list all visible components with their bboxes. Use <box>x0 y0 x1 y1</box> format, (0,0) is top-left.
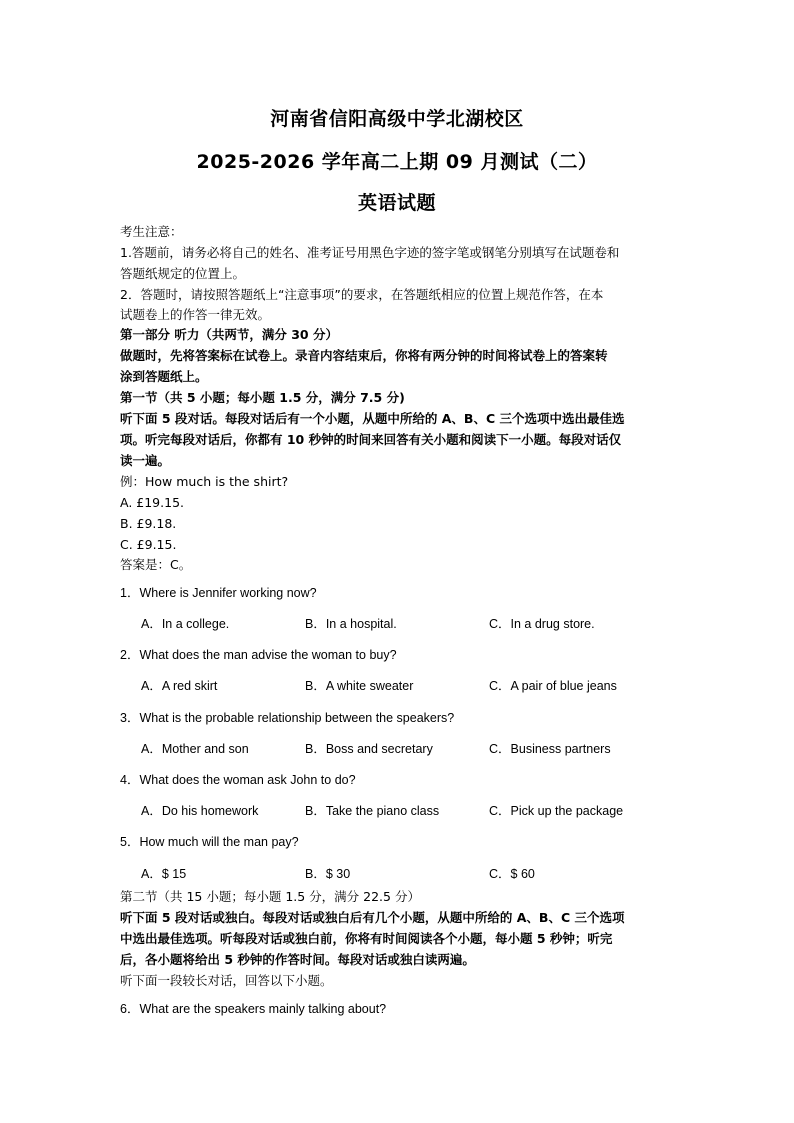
part1-heading: 第一部分 听力（共两节，满分 30 分） <box>120 327 338 342</box>
notice-item1-line2: 答题纸规定的位置上。 <box>120 266 246 281</box>
notice-item2-line1: 2．答题时，请按照答题纸上“注意事项”的要求，在答题纸相应的位置上规范作答，在本 <box>120 287 604 302</box>
question-5-option-c: C．$ 60 <box>489 867 535 881</box>
question-1-option-a: A．In a college. <box>141 617 230 631</box>
part1-instruction-line2: 涂到答题纸上。 <box>120 369 208 384</box>
question-3-option-c: C．Business partners <box>489 742 611 756</box>
question-5: 5．How much will the man pay? <box>120 835 299 849</box>
question-3-option-a: A．Mother and son <box>141 742 249 756</box>
notice-heading: 考生注意： <box>120 224 183 239</box>
section2-instruction-line2: 中选出最佳选项。听每段对话或独白前，你将有时间阅读各个小题，每小题 5 秒钟；听完 <box>120 931 613 946</box>
example-option-c: C. £9.15. <box>120 537 177 552</box>
question-4-option-b: B．Take the piano class <box>305 804 440 818</box>
question-2-option-a: A．A red skirt <box>141 679 218 693</box>
question-1-option-c: C．In a drug store. <box>489 617 595 631</box>
section2-instruction-line1: 听下面 5 段对话或独白。每段对话或独白后有几个小题，从题中所给的 A、B、C 三个选项 <box>120 910 625 925</box>
question-4-option-a: A．Do his homework <box>141 804 259 818</box>
question-3-option-b: B．Boss and secretary <box>305 742 433 756</box>
example-option-b: B. £9.18. <box>120 516 177 531</box>
part1-instruction-line1: 做题时，先将答案标在试卷上。录音内容结束后，你将有两分钟的时间将试卷上的答案转 <box>120 348 608 363</box>
school-title: 河南省信阳高级中学北湖校区 <box>270 108 524 130</box>
section1-instruction-line3: 读一遍。 <box>120 453 171 468</box>
section2-listen-instruction: 听下面一段较长对话，回答以下小题。 <box>120 973 333 988</box>
example-question: 例：How much is the shirt? <box>120 474 289 489</box>
question-5-option-a: A．$ 15 <box>141 867 187 881</box>
question-6: 6．What are the speakers mainly talking about? <box>120 1002 387 1016</box>
subject-title: 英语试题 <box>357 192 436 214</box>
example-option-a: A. £19.15. <box>120 495 184 510</box>
section2-instruction-line3: 后，各小题将给出 5 秒钟的作答时间。每段对话或独白读两遍。 <box>120 952 475 967</box>
exam-title: 2025-2026 学年高二上期 09 月测试（二） <box>196 151 598 173</box>
question-2-option-c: C．A pair of blue jeans <box>489 679 617 693</box>
section1-instruction-line2: 项。听完每段对话后，你都有 10 秒钟的时间来回答有关小题和阅读下一小题。每段对话仅 <box>120 432 622 447</box>
section1-heading: 第一节（共 5 小题；每小题 1.5 分，满分 7.5 分) <box>120 390 405 405</box>
question-4-option-c: C．Pick up the package <box>489 804 624 818</box>
question-2-option-b: B．A white sweater <box>305 679 414 693</box>
question-1: 1．Where is Jennifer working now? <box>120 586 317 600</box>
example-answer: 答案是：C。 <box>120 557 192 572</box>
question-1-option-b: B．In a hospital. <box>305 617 397 631</box>
question-4: 4．What does the woman ask John to do? <box>120 773 356 787</box>
question-2: 2．What does the man advise the woman to buy? <box>120 648 397 662</box>
notice-item2-line2: 试题卷上的作答一律无效。 <box>120 307 271 322</box>
notice-item1-line1: 1.答题前，请务必将自己的姓名、准考证号用黑色字迹的签字笔或钢笔分别填写在试题卷和 <box>120 245 620 260</box>
question-3: 3．What is the probable relationship between the speakers? <box>120 711 455 725</box>
section1-instruction-line1: 听下面 5 段对话。每段对话后有一个小题，从题中所给的 A、B、C 三个选项中选出最佳选 <box>120 411 625 426</box>
section2-heading: 第二节（共 15 小题；每小题 1.5 分，满分 22.5 分） <box>120 889 420 904</box>
question-5-option-b: B．$ 30 <box>305 867 351 881</box>
